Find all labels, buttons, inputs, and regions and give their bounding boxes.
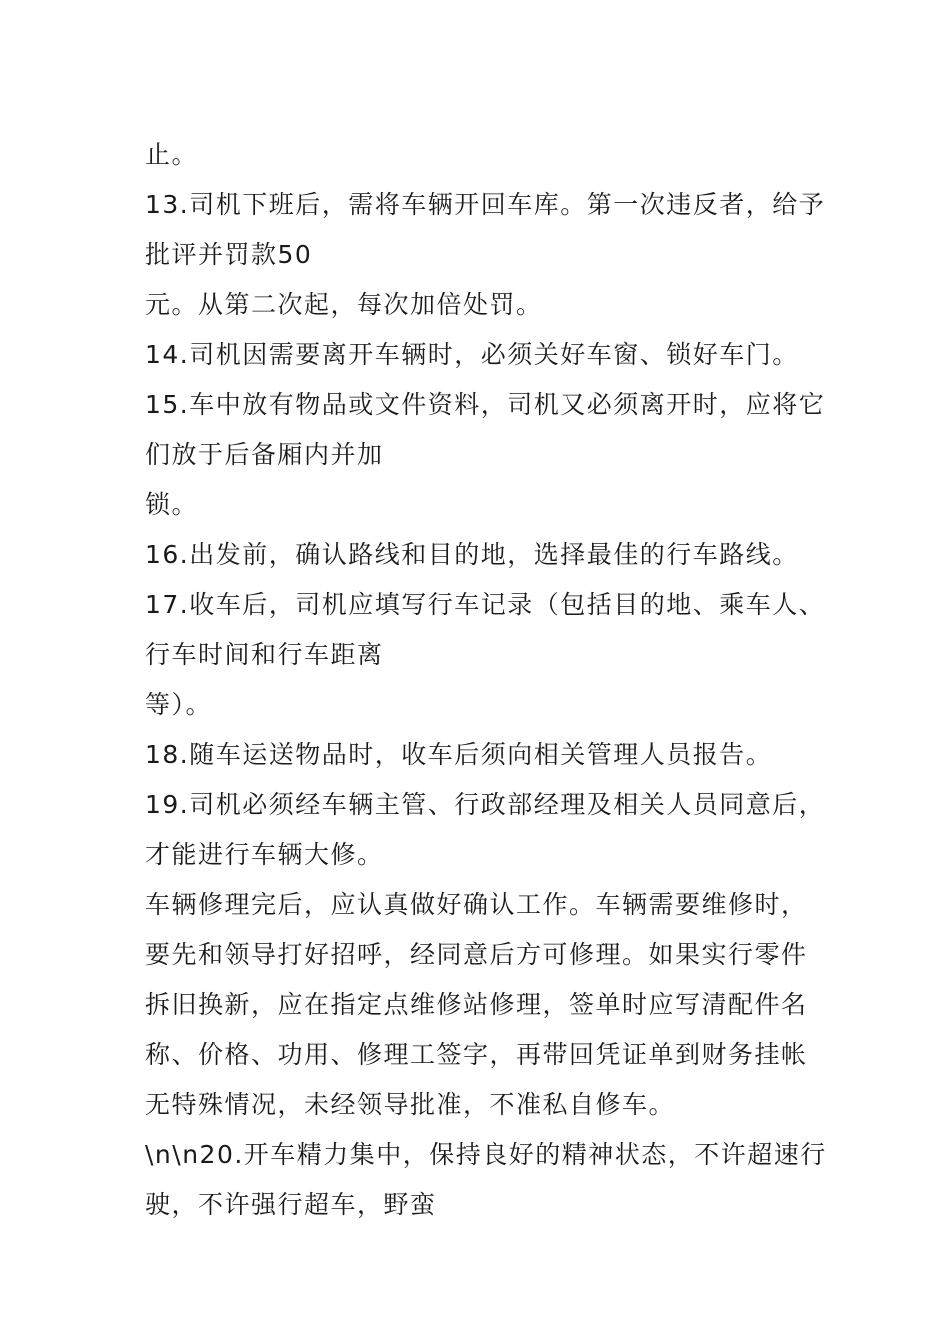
text-line: 们放于后备厢内并加: [145, 440, 384, 469]
text-line: 17.收车后，司机应填写行车记录（包括目的地、乘车人、: [145, 590, 826, 619]
text-line: 拆旧换新，应在指定点维修站修理，签单时应写清配件名: [145, 990, 808, 1019]
text-line: 称、价格、功用、修理工签字，再带回凭证单到财务挂帐: [145, 1040, 808, 1069]
text-line: 批评并罚款50: [145, 240, 313, 269]
text-line: 18.随车运送物品时，收车后须向相关管理人员报告。: [145, 740, 773, 769]
text-line: 才能进行车辆大修。: [145, 840, 384, 869]
text-line: 13.司机下班后，需将车辆开回车库。第一次违反者，给予: [145, 190, 826, 219]
document-body: [145, 130, 827, 1230]
text-line: 等）。: [145, 690, 213, 719]
text-line: 16.出发前，确认路线和目的地，选择最佳的行车路线。: [145, 540, 799, 569]
text-line: 止。: [145, 140, 199, 169]
text-line: 驶，不许强行超车，野蛮: [145, 1190, 437, 1219]
text-line: 19.司机必须经车辆主管、行政部经理及相关人员同意后，: [145, 790, 826, 819]
text-line: 15.车中放有物品或文件资料，司机又必须离开时，应将它: [145, 390, 826, 419]
text-line: 行车时间和行车距离: [145, 640, 384, 669]
text-line: 车辆修理完后，应认真做好确认工作。车辆需要维修时，: [145, 890, 808, 919]
text-line: \n\n20.开车精力集中，保持良好的精神状态，不许超速行: [145, 1140, 827, 1169]
text-line: 14.司机因需要离开车辆时，必须关好车窗、锁好车门。: [145, 340, 799, 369]
text-line: 锁。: [145, 490, 199, 519]
text-line: 元。从第二次起，每次加倍处罚。: [145, 290, 543, 319]
text-line: 无特殊情况，未经领导批准，不准私自修车。: [145, 1090, 676, 1119]
text-line: 要先和领导打好招呼，经同意后方可修理。如果实行零件: [145, 940, 808, 969]
